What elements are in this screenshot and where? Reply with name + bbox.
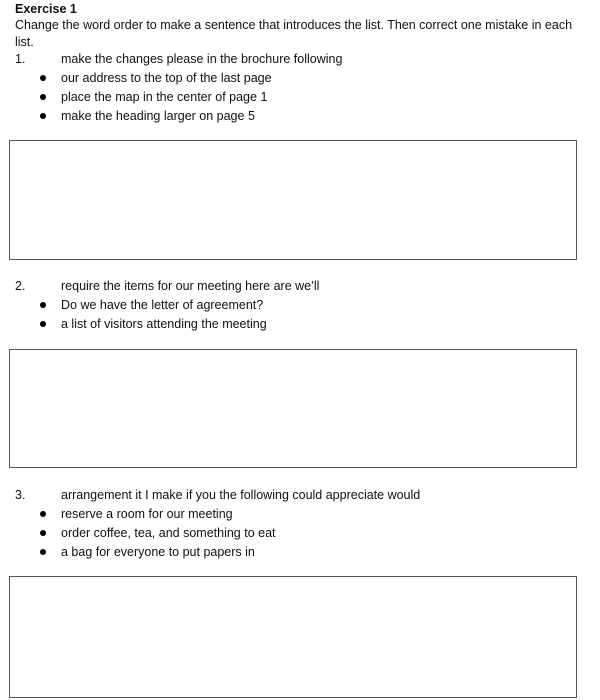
list-item xyxy=(15,315,585,334)
question-2 xyxy=(15,277,585,334)
exercise-instructions: Change the word order to make a sentence that introduces the list. Then correct one mistake in each list. xyxy=(15,18,573,49)
answer-box-2[interactable] xyxy=(9,349,577,468)
list-item-text: a list of visitors attending the meeting xyxy=(61,317,267,331)
list-item xyxy=(15,524,585,543)
question-1-list xyxy=(15,69,585,126)
question-number: 1. xyxy=(15,52,26,66)
question-2-list xyxy=(15,296,585,334)
question-prompt: arrangement it I make if you the following could appreciate would xyxy=(61,488,421,502)
list-item xyxy=(15,296,585,315)
list-item-text: a bag for everyone to put papers in xyxy=(61,545,255,559)
list-item xyxy=(15,505,585,524)
list-item-text: order coffee, tea, and something to eat xyxy=(61,526,276,540)
question-3-list xyxy=(15,505,585,562)
list-item xyxy=(15,107,585,126)
bullet-icon xyxy=(40,549,46,555)
list-item xyxy=(15,88,585,107)
exercise-title: Exercise 1 xyxy=(15,2,77,16)
question-3 xyxy=(15,486,585,562)
question-3-header xyxy=(15,486,585,505)
bullet-icon xyxy=(40,511,46,517)
bullet-icon xyxy=(40,75,46,81)
bullet-icon xyxy=(40,321,46,327)
question-1-header xyxy=(15,50,585,69)
bullet-icon xyxy=(40,302,46,308)
list-item xyxy=(15,69,585,88)
question-number: 2. xyxy=(15,279,26,293)
question-prompt: make the changes please in the brochure following xyxy=(61,52,343,66)
list-item-text: make the heading larger on page 5 xyxy=(61,109,255,123)
bullet-icon xyxy=(40,113,46,119)
answer-box-3[interactable] xyxy=(9,576,577,698)
question-number: 3. xyxy=(15,488,26,502)
question-1 xyxy=(15,50,585,126)
bullet-icon xyxy=(40,530,46,536)
list-item xyxy=(15,543,585,562)
answer-box-1[interactable] xyxy=(9,140,577,260)
list-item-text: reserve a room for our meeting xyxy=(61,507,233,521)
question-2-header xyxy=(15,277,585,296)
list-item-text: place the map in the center of page 1 xyxy=(61,90,268,104)
question-prompt: require the items for our meeting here are we’ll xyxy=(61,279,320,293)
bullet-icon xyxy=(40,94,46,100)
list-item-text: Do we have the letter of agreement? xyxy=(61,298,264,312)
list-item-text: our address to the top of the last page xyxy=(61,71,272,85)
